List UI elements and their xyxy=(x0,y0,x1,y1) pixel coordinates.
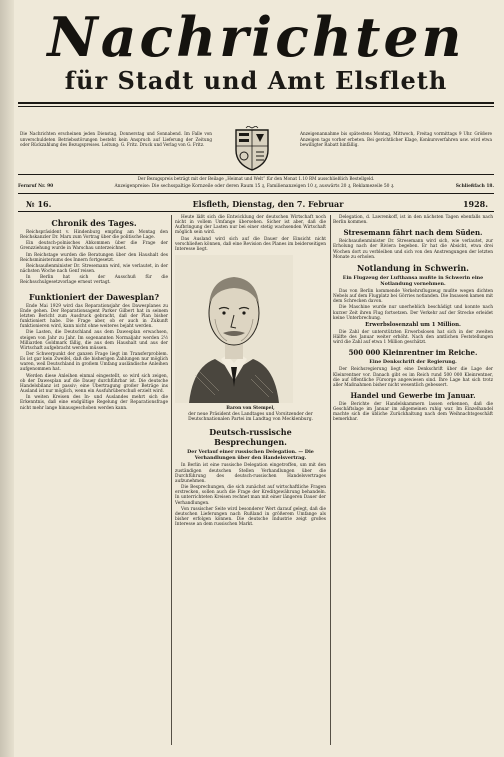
column-2 xyxy=(175,215,326,528)
dateline-rule-top xyxy=(18,193,494,194)
phone-number: Fernruf Nr. 90 xyxy=(18,184,54,189)
portrait-caption xyxy=(175,406,326,422)
article-paragraph: Das von Berlin kommende Verkehrsflugzeug mußte wegen dichten Nebels auf dem Flugplatz bei Görries notlanden. Die Insassen kamen mit dem Schrecken davon. xyxy=(333,288,493,305)
article-heading-chronik: Chronik des Tages. xyxy=(51,218,137,228)
column-1 xyxy=(20,215,168,412)
masthead-rule-thin xyxy=(18,106,494,107)
article-paragraph: Reichsaußenminister Dr. Stresemann wird sich, wie verlautet, zur Erholung nach der Riviera begeben. Er hat die Absicht, etwa drei Wochen dort zu verbleiben und sich von den Anstrengungen der letzten Monate zu erholen. xyxy=(333,239,493,260)
article-heading-stresemann: Stresemann fährt nach dem Süden. xyxy=(343,228,483,238)
article-paragraph: Delegation, d. Lawrenkoff, ist in den nächsten Tagen ebenfalls nach Berlin kommen. xyxy=(333,215,493,226)
issue-year: 1928. xyxy=(462,199,488,209)
article-paragraph: Die Zahl der unterstützten Erwerbslosen hat sich in der zweiten Hälfte des Januar weiter erhöht. Nach den amtlichen Feststellungen wird die Zahl auf etwa 1 Million geschätzt. xyxy=(333,329,493,346)
column-3 xyxy=(333,215,493,424)
article-paragraph: Die Besprechungen, die sich zunächst auf wirtschaftliche Fragen erstrecken, sollen auch die Frage der Kreditgewährung behandeln. In unterrichteten Kreisen rechnet man mit einer längeren Dauer der Verhandlungen. xyxy=(175,485,326,506)
info-rule xyxy=(18,174,494,175)
article-paragraph: Werden diese Anleihen einmal eingestellt, so wird sich zeigen, ob der Dawesplan auf die Dauer durchführbar ist. Die deutsche Handelsbilanz ist passiv; eine Übertragung großer Beträge ins Ausland ist nur möglich, wenn ein Ausfuhrüberschuß erzielt wird. xyxy=(20,373,168,395)
chronik-item: Ein deutsch-polnisches Abkommen über die Frage der Grenzziehung wurde in Warschau unterzeichnet. xyxy=(20,241,168,252)
masthead-rule-top xyxy=(18,102,494,104)
masthead-subtitle: für Stadt und Amt Elsfleth xyxy=(64,66,448,95)
column-separator xyxy=(171,215,172,745)
article-subheading-kleinrentner: Eine Denkschrift der Regierung. xyxy=(369,359,457,366)
chronik-item: Reichspräsident v. Hindenburg empfing am Montag den Reichskanzler Dr. Marx zum Vortrag über die politische Lage. xyxy=(20,230,168,241)
dateline-rule-bottom xyxy=(18,211,494,212)
ad-prices: Anzeigenpreise: Die sechsspaltige Kornzeile oder deren Raum 15 ₰, Familienanzeigen 10 ₰, auswärts 20 ₰, Reklamezeile 50 ₰. xyxy=(114,184,395,189)
article-paragraph: Das Ausland wird sich auf die Dauer der Einsicht nicht verschließen können, daß eine Revision des Planes im beiderseitigen Interesse liegt. xyxy=(175,236,326,252)
chronik-item: In Berlin hat sich der Ausschuß für die Reichsschulgesetzvorlage erneut vertagt. xyxy=(20,275,168,286)
article-heading-kleinrentner: 500 000 Kleinrentner im Reiche. xyxy=(348,348,478,358)
article-heading-erwerbslose: Erwerbslosenzahl um 1 Million. xyxy=(365,321,461,328)
article-paragraph: Die Maschine wurde nur unerheblich beschädigt und konnte nach kurzer Zeit ihren Flug fortsetzen. Der Verkehr auf der Strecke erleidet keine Unterbrechung. xyxy=(333,305,493,321)
dateline xyxy=(18,197,494,211)
portrait-caption-text: der neue Präsident des Landtages und Vorsitzender der Deutschnationalen Partei im Landtag von Mecklenburg. xyxy=(188,411,313,423)
advertising-info: Anzeigenannahme bis spätestens Montag, Mittwoch, Freitag vormittags 9 Uhr. Größere Anzeigen tags vorher erbeten. Bei gerichtlicher Klage, Konkursverfahren usw. wird etwa bewilligter Rabatt hinfällig. xyxy=(300,131,492,148)
issue-number: № 16. xyxy=(26,199,52,209)
chronik-item: Reichsaußenminister Dr. Stresemann wird, wie verlautet, in der nächsten Woche nach Genf reisen. xyxy=(20,263,168,275)
article-paragraph: In weiten Kreisen des In- und Auslandes mehrt sich die Erkenntnis, daß eine endgültige Regelung der Reparationsfrage nicht mehr lange hinausgeschoben werden kann. xyxy=(20,395,168,411)
chronik-item: Im Reichstage wurden die Beratungen über den Haushalt des Reichsministeriums des Innern fortgesetzt. xyxy=(20,252,168,263)
place-and-date: Elsfleth, Dienstag, den 7. Februar xyxy=(192,199,344,209)
article-paragraph: Von russischer Seite wird besonderer Wert darauf gelegt, daß die deutschen Lieferungen nach Rußland in größerem Umfange als bisher erfolgen können. Die deutsche Industrie zeigt großes Interesse an dem russischen Markt. xyxy=(175,506,326,528)
article-heading-handel: Handel und Gewerbe im Januar. xyxy=(350,390,476,400)
article-subheading-russia: Der Verlauf einer russischen Delegation. — Die Verhandlungen über den Handelsvertrag. xyxy=(187,449,314,462)
contact-and-ad-prices xyxy=(18,183,494,190)
article-paragraph: Die Berichte der Handelskammern lassen erkennen, daß die Geschäftslage im Januar im allgemeinen ruhig war. Im Einzelhandel machte sich die übliche Zurückhaltung nach dem Weihnachtsgeschäft bemerkbar. xyxy=(333,401,493,423)
chronik-list xyxy=(20,230,168,286)
article-paragraph: Heute läßt sich die Entwicklung der deutschen Wirtschaft noch nicht in vollem Umfange übersehen. Sicher ist aber, daß die Aufbringung der Lasten nur bei einer stetig wachsenden Wirtschaft möglich sein wird. xyxy=(175,215,326,236)
article-paragraph: Der Schwerpunkt der ganzen Frage liegt im Transferproblem. Es ist gar kein Zweifel, daß die bisherigen Zahlungen nur möglich waren, weil Deutschland in großem Umfang ausländische Anleihen aufgenommen hat. xyxy=(20,351,168,373)
article-heading-schwerin: Notlandung in Schwerin. xyxy=(357,262,469,273)
portrait-illustration xyxy=(175,255,293,403)
coat-of-arms-icon xyxy=(232,126,272,172)
article-heading-dawesplan: Funktioniert der Dawesplan? xyxy=(28,291,160,302)
column-separator xyxy=(330,215,331,745)
article-paragraph: Die Lasten, die Deutschland aus dem Dawesplan erwachsen, steigen von Jahr zu Jahr. Im sogenannten Normaljahr werden 2½ Milliarden Goldmark fällig, die aus dem Haushalt und aus der Wirtschaft aufgebracht werden müssen. xyxy=(20,330,168,351)
article-paragraph: In Berlin ist eine russische Delegation eingetroffen, um mit den zuständigen deutschen Stellen Verhandlungen über die Durchführung des deutsch-russischen Handelsvertrages aufzunehmen. xyxy=(175,463,326,484)
page-edge xyxy=(0,0,14,757)
subscription-price-line: Der Bezugspreis beträgt mit der Beilage „Heimat und Welt“ für den Monat 1.10 RM ausschließlich Bestellgeld. xyxy=(137,176,375,181)
article-subheading-schwerin: Ein Flugzeug der Lufthansa mußte in Schwerin eine Notlandung vornehmen. xyxy=(342,274,484,287)
publication-info: Die Nachrichten erscheinen jeden Dienstag, Donnerstag und Sonnabend. Im Falle von unverschuldeten Betriebsstörungen besteht kein Anspruch auf Lieferung der Zeitung oder Rückzahlung des Bezugspreises. Leitung: G. Fritz. Druck und Verlag von G. Fritz. xyxy=(20,131,212,148)
article-paragraph: Ende Mai 1929 wird das Reparationsjahr des Dawesplanes zu Ende gehen. Der Reparationsagent Parker Gilbert hat in seinem letzten Bericht zum Ausdruck gebracht, daß der Plan bisher funktioniert habe. Die Frage aber, ob er auch in Zukunft funktionieren wird, kann nicht ohne weiteres bejaht werden. xyxy=(20,303,168,330)
portrait-caption-name: Baron von Stempel, xyxy=(226,406,275,412)
article-heading-russia: Deutsch-russische Besprechungen. xyxy=(209,427,292,448)
masthead-title: Nachrichten xyxy=(47,5,465,69)
article-paragraph: Der Reichsregierung liegt eine Denkschrift über die Lage der Kleinrentner vor. Danach gibt es im Reich rund 500 000 Kleinrentner, die auf öffentliche Fürsorge angewiesen sind. Ihre Lage hat sich trotz aller Maßnahmen bisher nicht wesentlich gebessert. xyxy=(333,367,493,388)
po-box: Schließfach 18. xyxy=(455,184,494,189)
